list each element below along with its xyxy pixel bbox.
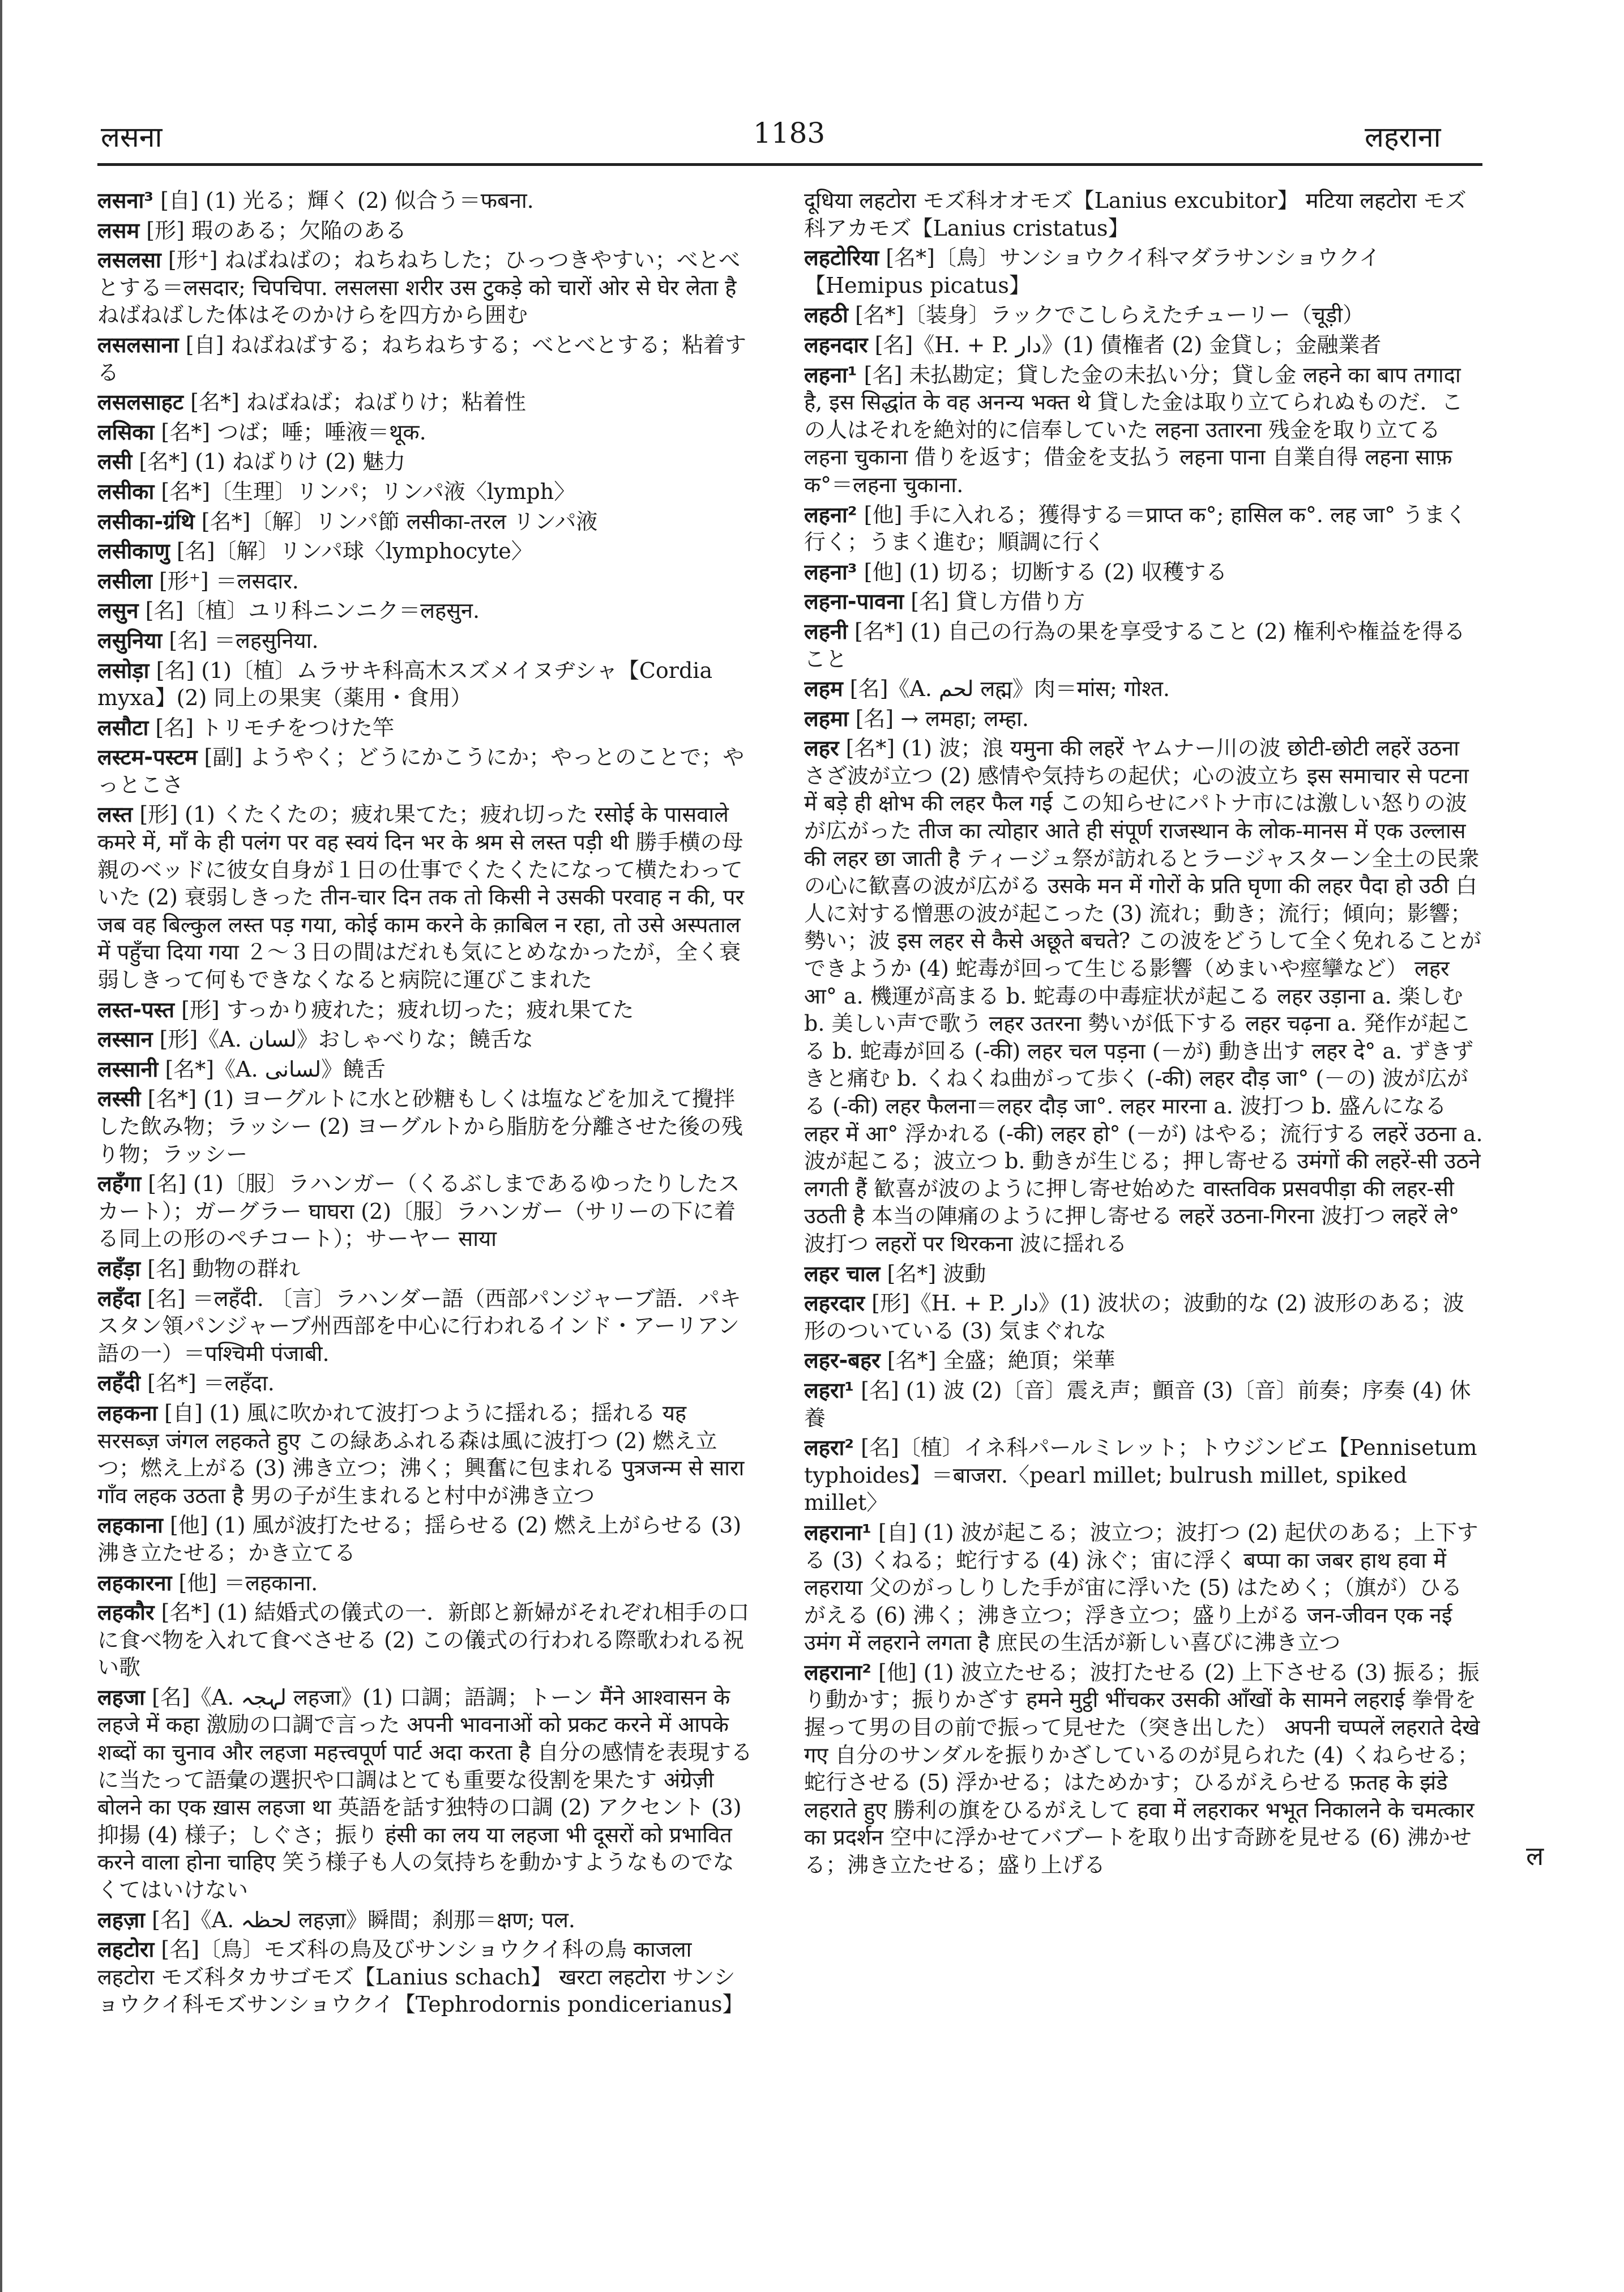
dictionary-entry [804,735,1484,1257]
page-number: 1183 [753,117,826,150]
dictionary-entry [97,1369,754,1397]
dictionary-entry [97,1085,754,1168]
entry-definition: [形⁺] ＝लसदार. [159,568,299,594]
entry-headword: लहज़ा [97,1907,145,1932]
dictionary-entry [97,419,754,446]
dictionary-entry [97,187,754,215]
entry-headword: लसिका [97,419,155,445]
entry-headword: लहना² [804,502,857,527]
entry-headword: लसुन [97,598,139,624]
dictionary-entry [804,187,1484,242]
entry-headword: लस्सानी [97,1056,159,1082]
entry-headword: लहँदा [97,1286,140,1311]
entry-definition: [名*] (1) 自己の行為の果を享受すること (2) 権利や権益を得ること [804,618,1465,672]
dictionary-entry [97,1026,754,1053]
dictionary-entry [97,537,754,565]
entry-headword: लहना-पावना [804,589,904,614]
entry-definition: [名*]《A. لسانی》饒舌 [165,1056,386,1082]
dictionary-entry [97,246,754,329]
dictionary-entry [804,361,1484,499]
entry-definition: [名] 動物の群れ [147,1256,300,1281]
entry-definition: [形]《H. + P. دار》(1) 波状の；波動的な (2) 波形のある；波形のついている (3) 気まぐれな [804,1291,1464,1343]
entry-definition: [名*] ＝लहँदा. [147,1371,275,1396]
dictionary-entry [804,588,1484,616]
entry-headword: लहकाना [97,1513,163,1538]
entry-headword: लसीका-ग्रंथि [97,509,195,534]
entry-headword: लहँड़ा [97,1256,141,1281]
entry-definition: [他] (1) 波立たせる；波打たせる (2) 上下させる (3) 振る；振り動かす；振りかざす हमने मुट्ठी भींचकर उसकी आँखों के सामने लहराई 拳骨を握って男の目の前で振って見せた（突き出した） अपनी चप्पलें लहराते देखे गए 自分のサンダルを振りかざしているのが見られた (4) くねらせる；蛇行させる (5) 浮かせる；はためかす；ひるがえらせる फ़तह के झंडे लहराते हुए 勝利の旗をひるがえして हवा में लहराकर भभूत निकालने के चमत्कार का प्रदर्शन 空中に浮かせてバブートを取り出す奇跡を見せる (6) 沸かせる；沸き立たせる；盛り上げる [804,1659,1480,1878]
entry-headword: लसोड़ा [97,658,149,683]
entry-definition: [名]《A. لحم लह्म》肉＝मांस; गोश्त. [849,676,1170,702]
entry-definition: [名*] 波動 [887,1261,986,1286]
thumb-index: ल [1526,1841,1544,1871]
dictionary-entry [804,331,1484,359]
entry-headword: लहरदार [804,1291,865,1316]
dictionary-entry [804,1347,1484,1375]
entry-definition: [名] (1)〔服〕ラハンガー（くるぶしまであるゆったりしたスカート）；ガーグラー घाघरा (2)〔服〕ラハンガー（サリーの下に着る同上の形のペチコート）；サーヤー साया [97,1171,740,1252]
entry-definition: [自] ねばねばする；ねちねちする；べとべとする；粘着する [97,332,746,385]
entry-definition: [形] 瑕のある；欠陥のある [146,217,407,243]
entry-headword: लस्त-पस्त [97,997,175,1022]
entry-definition: दूधिया लहटोरा モズ科オオモズ【Lanius excubitor】 मटिया लहटोरा モズ科アカモズ【Lanius cristatus】 [804,188,1467,241]
entry-headword: लस्सान [97,1027,153,1052]
entry-definition: [名]《A. لہجہ लहजा》(1) 口調；語調；トーン मैंने आश्वासन के लहजे में कहा 激励の口調で言った अपनी भावनाओं को प्रकट करने में आपके शब्दों का चुनाव और लहजा महत्त्वपूर्ण पार्ट अदा करता है 自分の感情を表現するに当たって語彙の選択や口調はとても重要な役割を果たす अंग्रेज़ी बोलने का एक ख़ास लहजा था 英語を話す独特の口調 (2) アクセント (3) 抑揚 (4) 様子；しぐさ；振り हंसी का लय या लहजा भी दूसरों को प्रभावित करने वाला होना चाहिए 笑う様子も人の気持ちを動かすようなものでなくてはいけない [97,1684,753,1903]
entry-definition: [名] → लमहा; लम्हा. [855,706,1029,731]
entry-definition: [名]〔植〕ユリ科ニンニク＝लहसुन. [145,598,480,624]
dictionary-entry [97,1936,754,2018]
dictionary-entry [97,627,754,655]
entry-headword: लहना¹ [804,362,857,387]
entry-headword: लहँदी [97,1371,140,1396]
entry-headword: लहटोरिया [804,245,879,271]
dictionary-entry [804,1290,1484,1345]
dictionary-entry [97,996,754,1024]
entry-headword: लस्टम-पस्टम [97,745,198,770]
entry-definition: [名]〔解〕リンパ球〈lymphocyte〉 [176,539,533,564]
entry-definition: [名*] (1) 波；浪 यमुना की लहरें ヤムナー川の波 छोटी-छोटी लहरें उठना さざ波が立つ (2) 感情や気持ちの起伏；心の波立ち इस समाचार से पटना में बड़े ही क्षोभ की लहर फैल गई この知らせにパトナ市には激しい怒りの波が広がった तीज का त्योहार आते ही संपूर्ण राजस्थान के लोक-मानस में एक उल्लास की लहर छा जाती है ティージュ祭が訪れるとラージャスターン全土の民衆の心に歓喜の波が広がる उसके मन में गोरों के प्रति घृणा की लहर पैदा हो उठी 白人に対する憎悪の波が起こった (3) 流れ；動き；流行；傾向；影響；勢い；波 इस लहर से कैसे अछूते बचते? この波をどうして全く免れることができようか (4) 蛇毒が回って生じる影響（めまいや痙攣など） लहर आ° a. 機運が高まる b. 蛇毒の中毒症状が起こる लहर उड़ाना a. 楽しむ b. 美しい声で歌う लहर उतरना 勢いが低下する लहर चढ़ना a. 発作が起こる b. 蛇毒が回る (-की) लहर चल पड़ना (－が) 動き出す लहर दे° a. ずきずきと痛む b. くねくね曲がって歩く (-की) लहर दौड़ जा° (－の) 波が広がる (-की) लहर फैलना＝लहर दौड़ जा°. लहर मारना a. 波打つ b. 盛んになる लहर में आ° 浮かれる (-की) लहर हो° (－が) はやる；流行する लहरें उठना a. 波が起こる；波立つ b. 動きが生じる；押し寄せる उमंगों की लहरें-सी उठने लगती हैं 歓喜が波のように押し寄せ始めた वास्तविक प्रसवपीड़ा की लहर-सी उठती है 本当の陣痛のように押し寄せる लहरें उठना-गिरना 波打つ लहरें ले° 波打つ लहरों पर थिरकना 波に揺れる [804,736,1483,1256]
entry-definition: [名*] (1) ねばりけ (2) 魅力 [139,449,406,475]
entry-headword: लहँगा [97,1171,142,1197]
entry-headword: लसौटा [97,715,149,740]
dictionary-entry [804,1659,1484,1879]
entry-headword: लहरा² [804,1435,854,1461]
entry-headword: लहना³ [804,559,857,584]
dictionary-entry [97,567,754,595]
entry-definition: [名*]〔解〕リンパ節 लसीका-तरल リンパ液 [201,509,598,534]
entry-headword: लहर [804,736,839,761]
entry-definition: [名] (1) 波 (2)〔音〕震え声；顫音 (3)〔音〕前奏；序奏 (4) 休養 [804,1377,1471,1431]
entry-definition: [名*] (1) 結婚式の儀式の一．新郎と新婦がそれぞれ相手の口に食べ物を入れて食べさせる (2) この儀式の行われる際歌われる祝い歌 [97,1600,750,1680]
dictionary-entry [804,1519,1484,1657]
entry-definition: [形]《A. لسان》おしゃべりな；饒舌な [159,1027,533,1052]
entry-definition: [名*] 全盛；絶頂；栄華 [887,1348,1116,1373]
dictionary-entry [97,1684,754,1904]
entry-headword: लहर चाल [804,1261,881,1286]
dictionary-entry [804,558,1484,586]
dictionary-entry [97,1056,754,1083]
entry-definition: [名*]〔生理〕リンパ；リンパ液〈lymph〉 [161,479,576,504]
entry-definition: [形⁺] ねばねばの；ねちねちした；ひっつきやすい；べとべとする＝लसदार; चिपचिपा. लसलसा शरीर उस टुकड़े को चारों ओर से घेर लेता है ねばねばした体はそのかけらを四方から囲む [97,247,741,328]
entry-definition: [名] トリモチをつけた竿 [155,715,395,740]
dictionary-entry [804,705,1484,733]
header-right-guide-word: लहराना [1365,121,1441,153]
column-right [804,187,1484,2260]
entry-definition: [名] ＝लहँदी. 〔言〕ラハンダー語（西部パンジャーブ語．パキスタン領パンジャーブ州西部を中心に行われるインド・アーリアン語の一）＝पश्चिमी पंजाबी. [97,1286,741,1366]
entry-headword: लहटोरा [97,1937,155,1962]
entry-definition: [形] すっかり疲れた；疲れ切った；疲れ果てた [181,997,634,1022]
dictionary-entry [97,1170,754,1253]
dictionary-entry [97,714,754,742]
entry-definition: [名*]〔鳥〕サンショウクイ科マダラサンショウクイ【Hemipus picatus】 [804,245,1381,298]
entry-definition: [自] (1) 波が起こる；波立つ；波打つ (2) 起伏のある；上下する (3) くねる；蛇行する (4) 泳ぐ；宙に浮く बप्पा का जबर हाथ हवा में लहराया 父のがっしりした手が宙に浮いた (5) はためく；（旗が）ひるがえる (6) 沸く；沸き立つ；浮き立つ；盛り上がる जन-जीवन एक नई उमंग में लहराने लगता है 庶民の生活が新しい喜びに沸き立つ [804,1520,1478,1655]
dictionary-entry [97,478,754,506]
dictionary-entry [97,744,754,799]
entry-definition: [名]〔植〕イネ科パールミレット；トウジンビエ【Pennisetum typhoides】＝बाजरा.〈pearl millet; bulrush millet, spiked millet〉 [804,1435,1477,1516]
dictionary-entry [97,1599,754,1681]
dictionary-entry [97,389,754,416]
entry-headword: लसलसा [97,247,161,273]
entry-headword: लसीका [97,479,155,504]
entry-definition: [名] (1)〔植〕ムラサキ科高木スズメイヌヂシャ【Cordia myxa】(2) 同上の果実（薬用・食用） [97,658,713,711]
dictionary-entry [97,1512,754,1567]
dictionary-entry [804,244,1484,299]
entry-headword: लस्सी [97,1086,141,1112]
entry-headword: लसुनिया [97,628,163,653]
dictionary-entry [804,301,1484,329]
entry-headword: लसना³ [97,188,154,213]
entry-definition: [名] 未払勘定；貸した金の未払い分；貸し金 लहने का बाप तगादा है, इस सिद्धांत के वह अनन्य भक्त थे 貸した金は取り立てられぬものだ．この人はそれを絶対的に信奉していた लहना उतारना 残金を取り立てる लहना चुकाना 借りを返す；借金を支払う लहना पाना 自業自得 लहना साफ़ क°＝लहना चुकाना. [804,362,1463,497]
entry-headword: लसी [97,449,133,475]
entry-definition: [副] ようやく；どうにかこうにか；やっとのことで；やっとこさ [97,745,745,797]
entry-definition: [名*]〔装身〕ラックでこしらえたチューリー（चूड़ी） [854,302,1365,328]
entry-definition: [名]《A. لحظہ लहज़ा》瞬間；刹那＝क्षण; पल. [152,1907,575,1932]
dictionary-entry [97,331,754,386]
entry-headword: लहराना¹ [804,1520,871,1545]
dictionary-entry [97,1285,754,1368]
dictionary-entry [97,217,754,245]
entry-definition: [他] ＝लहकाना. [178,1570,318,1595]
column-left [97,187,754,2260]
dictionary-entry [97,1399,754,1509]
header-left-guide-word: लसना [101,121,163,153]
entry-headword: लहकौर [97,1600,155,1625]
entry-headword: लहर-बहर [804,1348,881,1373]
dictionary-entry [97,1255,754,1283]
entry-headword: लहनी [804,618,848,644]
entry-definition: [名*] つば；唾；唾液＝थूक. [161,419,426,445]
entry-headword: लसलसाहट [97,390,184,415]
dictionary-entry [97,801,754,993]
entry-headword: लहराना² [804,1659,871,1685]
entry-headword: लहरा¹ [804,1377,854,1403]
dictionary-entry [804,1260,1484,1288]
dictionary-entry [804,618,1484,673]
entry-definition: [他] (1) 風が波打たせる；揺らせる (2) 燃え上がらせる (3) 沸き立たせる；かき立てる [97,1513,742,1565]
entry-headword: लहठी [804,302,848,328]
page-binding-edge [0,0,2,2292]
entry-headword: लहजा [97,1684,145,1710]
entry-headword: लसीकाणु [97,539,170,564]
entry-headword: लस्त [97,802,133,827]
dictionary-entry [97,597,754,625]
entry-definition: [名]〔鳥〕モズ科の鳥及びサンショウクイ科の鳥 काजला लहटोरा モズ科タカサゴモズ【Lanius schach】 खरटा लहटोरा サンショウクイ科モズサンショウクイ【Tephrodornis pondicerianus】 [97,1937,744,2017]
entry-headword: लसीला [97,568,152,594]
dictionary-entry [97,657,754,712]
entry-headword: लहकना [97,1400,158,1425]
header-rule [97,163,1482,166]
dictionary-entry [97,1569,754,1597]
entry-definition: [名] ＝लहसुनिया. [169,628,319,653]
entry-headword: लहकारना [97,1570,172,1595]
entry-definition: [形] (1) くたくたの；疲れ果てた；疲れ切った रसोई के पासवाले कमरे में, माँ के ही पलंग पर वह स्वयं दिन भर के श्रम से लस्त पड़ी थी 勝手横の母親のベッドに彼女自身が１日の仕事でくたくたになって横たわっていた (2) 衰弱しきった तीन-चार दिन तक तो किसी ने उसकी परवाह न की, पर जब वह बिल्कुल लस्त पड़ गया, कोई काम करने के क़ाबिल न रहा, तो उसे अस्पताल में पहुँचा दिया गया ２～３日の間はだれも気にとめなかったが，全く衰弱しきって何もできなくなると病院に運びこまれた [97,802,745,993]
entry-definition: [名*] (1) ヨーグルトに水と砂糖もしくは塩などを加えて攪拌した飲み物；ラッシー (2) ヨーグルトから脂肪を分離させた後の残り物；ラッシー [97,1086,743,1167]
entry-headword: लहम [804,676,843,702]
entry-definition: [他] 手に入れる；獲得する＝प्राप्त क°; हासिल क°. लह जा° うまく行く；うまく進む；順調に行く [804,502,1467,555]
entry-definition: [名] 貸し方借り方 [911,589,1085,614]
dictionary-entry [804,1377,1484,1432]
entry-definition: [名*] ねばねば；ねばりけ；粘着性 [190,390,526,415]
entry-headword: लसलसाना [97,332,179,357]
dictionary-entry [804,501,1484,556]
entry-definition: [他] (1) 切る；切断する (2) 収穫する [864,559,1228,584]
dictionary-entry [804,1434,1484,1517]
dictionary-entry [97,448,754,476]
entry-definition: [自] (1) 風に吹かれて波打つように揺れる；揺れる यह सरसब्ज़ जंगल लहकते हुए この緑あふれる森は風に波打つ (2) 燃え立つ；燃え上がる (3) 沸き立つ；沸く；興奮に包まれる पुत्रजन्म से सारा गाँव लहक उठता है 男の子が生まれると村中が沸き立つ [97,1400,745,1508]
dictionary-entry [97,508,754,536]
entry-definition: [名]《H. + P. دار》(1) 債権者 (2) 金貸し；金融業者 [874,332,1382,357]
dictionary-entry [97,1906,754,1934]
entry-headword: लहमा [804,706,849,731]
dictionary-entry [804,675,1484,703]
entry-definition: [自] (1) 光る；輝く (2) 似合う＝फबना. [160,188,534,213]
entry-headword: लसम [97,217,140,243]
entry-headword: लहनदार [804,332,868,357]
